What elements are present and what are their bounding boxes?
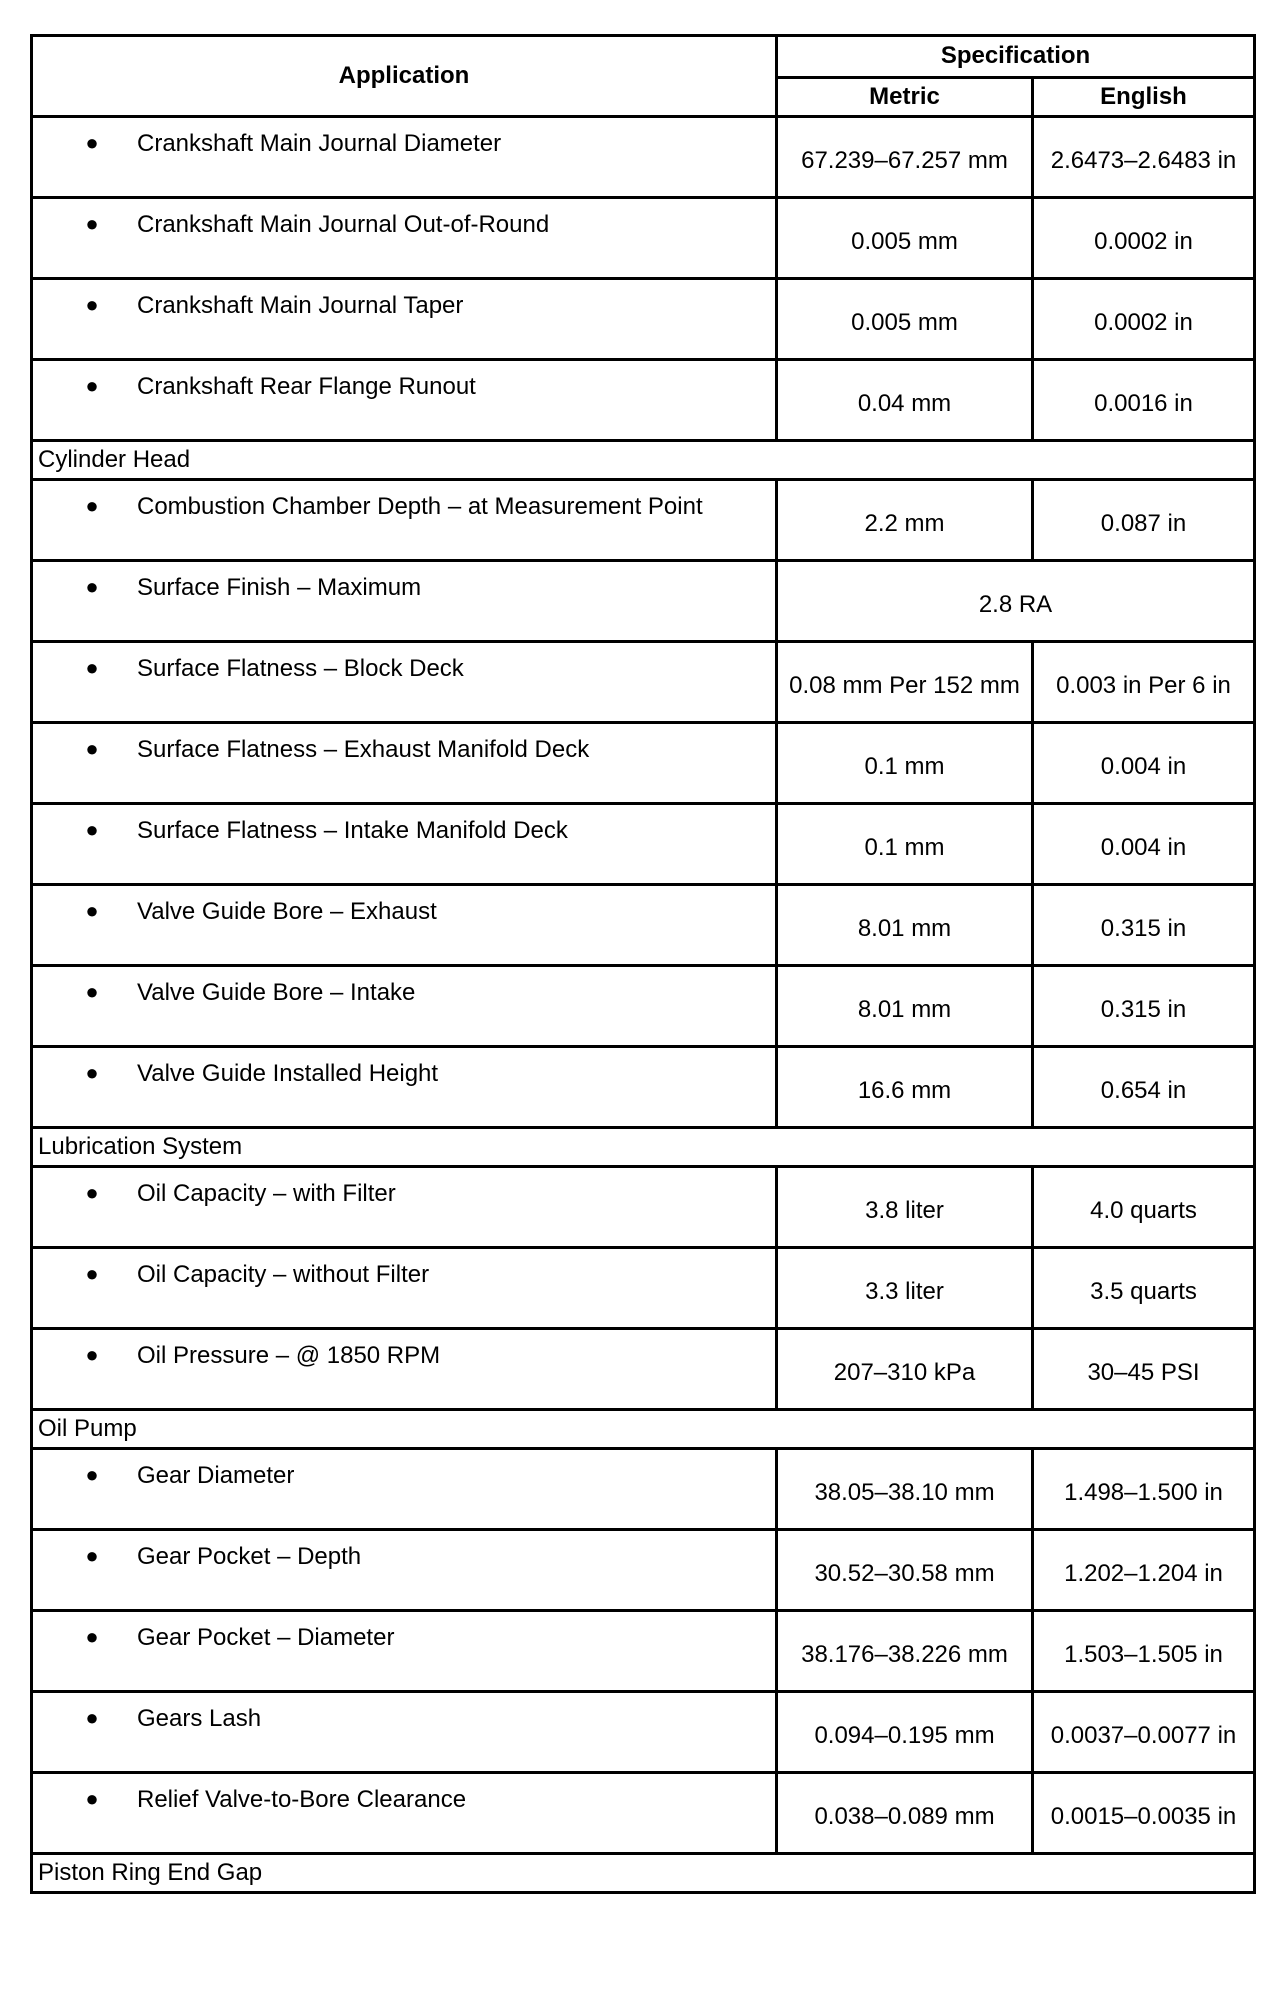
application-cell <box>32 360 777 441</box>
application-cell <box>32 1167 777 1248</box>
application-label: Crankshaft Main Journal Out-of-Round <box>137 211 550 238</box>
bullet-icon: ● <box>85 979 99 1004</box>
english-value-cell: 0.0037–0.0077 in <box>1033 1692 1255 1773</box>
bullet-icon: ● <box>85 1462 99 1487</box>
table-row <box>32 1692 1255 1773</box>
application-cell <box>32 1611 777 1692</box>
application-cell <box>32 642 777 723</box>
application-cell <box>32 1047 777 1128</box>
application-label: Valve Guide Bore – Intake <box>137 979 416 1006</box>
application-cell <box>32 1773 777 1854</box>
english-value-cell: 0.087 in <box>1033 480 1255 561</box>
bullet-icon: ● <box>85 1786 99 1811</box>
metric-value-cell: 0.1 mm <box>777 804 1033 885</box>
section-row <box>32 1410 1255 1449</box>
metric-value-cell: 8.01 mm <box>777 885 1033 966</box>
english-value-cell: 0.003 in Per 6 in <box>1033 642 1255 723</box>
table-row <box>32 804 1255 885</box>
english-value-cell: 2.6473–2.6483 in <box>1033 117 1255 198</box>
application-cell <box>32 1329 777 1410</box>
section-heading: Cylinder Head <box>32 441 1255 480</box>
application-label: Gear Diameter <box>137 1462 295 1489</box>
bullet-icon: ● <box>85 1261 99 1286</box>
table-row <box>32 1773 1255 1854</box>
application-label: Crankshaft Main Journal Diameter <box>137 130 502 157</box>
metric-value-cell: 30.52–30.58 mm <box>777 1530 1033 1611</box>
metric-value-cell: 67.239–67.257 mm <box>777 117 1033 198</box>
table-row <box>32 117 1255 198</box>
table-body <box>32 117 1255 1893</box>
bullet-icon: ● <box>85 574 99 599</box>
application-label: Gear Pocket – Depth <box>137 1543 362 1570</box>
table-row <box>32 885 1255 966</box>
metric-value-cell: 38.176–38.226 mm <box>777 1611 1033 1692</box>
english-value-cell: 0.004 in <box>1033 804 1255 885</box>
metric-value-cell: 0.1 mm <box>777 723 1033 804</box>
application-cell <box>32 561 777 642</box>
english-value-cell: 0.315 in <box>1033 885 1255 966</box>
bullet-icon: ● <box>85 898 99 923</box>
application-label: Oil Pressure – @ 1850 RPM <box>137 1342 441 1369</box>
application-cell <box>32 480 777 561</box>
table-row <box>32 480 1255 561</box>
table-row <box>32 1329 1255 1410</box>
bullet-icon: ● <box>85 1624 99 1649</box>
application-label: Oil Capacity – with Filter <box>137 1180 396 1207</box>
english-value-cell: 4.0 quarts <box>1033 1167 1255 1248</box>
metric-value-cell: 16.6 mm <box>777 1047 1033 1128</box>
table-row <box>32 1167 1255 1248</box>
metric-value-cell: 2.2 mm <box>777 480 1033 561</box>
table-row <box>32 198 1255 279</box>
application-label: Valve Guide Installed Height <box>137 1060 439 1087</box>
metric-value-cell: 3.8 liter <box>777 1167 1033 1248</box>
metric-value-cell: 207–310 kPa <box>777 1329 1033 1410</box>
section-heading: Lubrication System <box>32 1128 1255 1167</box>
english-value-cell: 1.498–1.500 in <box>1033 1449 1255 1530</box>
english-value-cell: 0.315 in <box>1033 966 1255 1047</box>
metric-value-cell: 8.01 mm <box>777 966 1033 1047</box>
application-cell <box>32 1449 777 1530</box>
application-cell <box>32 723 777 804</box>
application-label: Valve Guide Bore – Exhaust <box>137 898 437 925</box>
table-row <box>32 723 1255 804</box>
bullet-icon: ● <box>85 817 99 842</box>
metric-value-cell: 0.005 mm <box>777 198 1033 279</box>
application-cell <box>32 1248 777 1329</box>
application-header: Application <box>32 36 777 117</box>
table-row <box>32 642 1255 723</box>
bullet-icon: ● <box>85 1342 99 1367</box>
specification-table <box>30 34 1256 1894</box>
metric-value-cell: 38.05–38.10 mm <box>777 1449 1033 1530</box>
section-heading: Piston Ring End Gap <box>32 1854 1255 1893</box>
table-row <box>32 1047 1255 1128</box>
bullet-icon: ● <box>85 211 99 236</box>
bullet-icon: ● <box>85 1705 99 1730</box>
merged-value-cell: 2.8 RA <box>777 561 1255 642</box>
table-row <box>32 279 1255 360</box>
metric-value-cell: 0.08 mm Per 152 mm <box>777 642 1033 723</box>
application-label: Surface Flatness – Intake Manifold Deck <box>137 817 568 844</box>
table-row <box>32 1449 1255 1530</box>
english-value-cell: 0.004 in <box>1033 723 1255 804</box>
application-label: Surface Flatness – Block Deck <box>137 655 464 682</box>
metric-value-cell: 0.094–0.195 mm <box>777 1692 1033 1773</box>
application-label: Crankshaft Main Journal Taper <box>137 292 464 319</box>
bullet-icon: ● <box>85 736 99 761</box>
application-label: Crankshaft Rear Flange Runout <box>137 373 476 400</box>
application-label: Oil Capacity – without Filter <box>137 1261 430 1288</box>
application-cell <box>32 1530 777 1611</box>
specification-header: Specification <box>777 36 1255 78</box>
metric-value-cell: 0.005 mm <box>777 279 1033 360</box>
metric-value-cell: 3.3 liter <box>777 1248 1033 1329</box>
section-row <box>32 441 1255 480</box>
table-row <box>32 1611 1255 1692</box>
bullet-icon: ● <box>85 130 99 155</box>
english-value-cell: 3.5 quarts <box>1033 1248 1255 1329</box>
application-label: Gear Pocket – Diameter <box>137 1624 395 1651</box>
application-label: Gears Lash <box>137 1705 262 1732</box>
english-value-cell: 30–45 PSI <box>1033 1329 1255 1410</box>
section-row <box>32 1128 1255 1167</box>
bullet-icon: ● <box>85 1180 99 1205</box>
application-cell <box>32 966 777 1047</box>
table-row <box>32 1530 1255 1611</box>
metric-header: Metric <box>777 77 1033 117</box>
table-row <box>32 1248 1255 1329</box>
application-cell <box>32 198 777 279</box>
english-value-cell: 0.0016 in <box>1033 360 1255 441</box>
bullet-icon: ● <box>85 493 99 518</box>
bullet-icon: ● <box>85 655 99 680</box>
english-value-cell: 0.0002 in <box>1033 279 1255 360</box>
bullet-icon: ● <box>85 292 99 317</box>
english-value-cell: 0.0002 in <box>1033 198 1255 279</box>
bullet-icon: ● <box>85 1543 99 1568</box>
metric-value-cell: 0.038–0.089 mm <box>777 1773 1033 1854</box>
english-header: English <box>1033 77 1255 117</box>
application-cell <box>32 117 777 198</box>
application-label: Relief Valve-to-Bore Clearance <box>137 1786 467 1813</box>
application-cell <box>32 885 777 966</box>
bullet-icon: ● <box>85 373 99 398</box>
metric-value-cell: 0.04 mm <box>777 360 1033 441</box>
application-cell <box>32 1692 777 1773</box>
application-cell <box>32 279 777 360</box>
bullet-icon: ● <box>85 1060 99 1085</box>
section-heading: Oil Pump <box>32 1410 1255 1449</box>
english-value-cell: 0.654 in <box>1033 1047 1255 1128</box>
english-value-cell: 0.0015–0.0035 in <box>1033 1773 1255 1854</box>
application-cell <box>32 804 777 885</box>
application-label: Combustion Chamber Depth – at Measurement Point <box>137 493 703 520</box>
section-row <box>32 1854 1255 1893</box>
table-row <box>32 360 1255 441</box>
application-label: Surface Finish – Maximum <box>137 574 422 601</box>
application-label: Surface Flatness – Exhaust Manifold Deck <box>137 736 590 763</box>
english-value-cell: 1.202–1.204 in <box>1033 1530 1255 1611</box>
english-value-cell: 1.503–1.505 in <box>1033 1611 1255 1692</box>
table-row <box>32 561 1255 642</box>
table-row <box>32 966 1255 1047</box>
